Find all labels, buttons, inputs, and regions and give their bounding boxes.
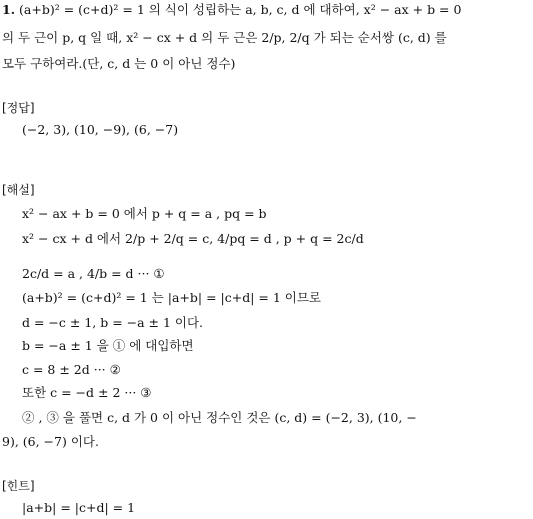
problem-line-2: 의 두 근이 p, q 일 때, x² − cx + d 의 두 근은 2/p, 2/q 가 되는 순서쌍 (c, d) 를 — [2, 30, 447, 45]
problem-line-3: 모두 구하여라.(단, c, d 는 0 이 아닌 정수) — [2, 56, 236, 71]
hint-text: |a+b| = |c+d| = 1 — [22, 500, 136, 515]
solution-line: 2c/d = a , 4/b = d ··· ① — [22, 266, 165, 281]
solution-line: x² − cx + d 에서 2/p + 2/q = c, 4/pq = d , p + q = 2c/d — [22, 231, 364, 246]
solution-line: ② , ③ 을 풀면 c, d 가 0 이 아닌 정수인 것은 (c, d) = (−2, 3), (10, − — [22, 410, 417, 425]
solution-line: c = 8 ± 2d ··· ② — [22, 362, 121, 377]
problem-number: 1. — [2, 2, 16, 17]
answer-text: (−2, 3), (10, −9), (6, −7) — [22, 122, 179, 137]
solution-line: d = −c ± 1, b = −a ± 1 이다. — [22, 315, 204, 330]
solution-line: 9), (6, −7) 이다. — [2, 434, 99, 449]
hint-heading: [힌트] — [2, 479, 35, 493]
solution-line: b = −a ± 1 을 ① 에 대입하면 — [22, 338, 194, 353]
answer-heading: [정답] — [2, 101, 35, 115]
problem-statement — [2, 2, 461, 18]
solution-line: x² − ax + b = 0 에서 p + q = a , pq = b — [22, 206, 267, 221]
problem-line-1: (a+b)² = (c+d)² = 1 의 식이 성립하는 a, b, c, d 에 대하여, x² − ax + b = 0 — [19, 2, 462, 17]
solution-line: (a+b)² = (c+d)² = 1 는 |a+b| = |c+d| = 1 이므로 — [22, 290, 321, 305]
solution-line: 또한 c = −d ± 2 ··· ③ — [22, 385, 152, 400]
solution-heading: [해설] — [2, 183, 35, 197]
